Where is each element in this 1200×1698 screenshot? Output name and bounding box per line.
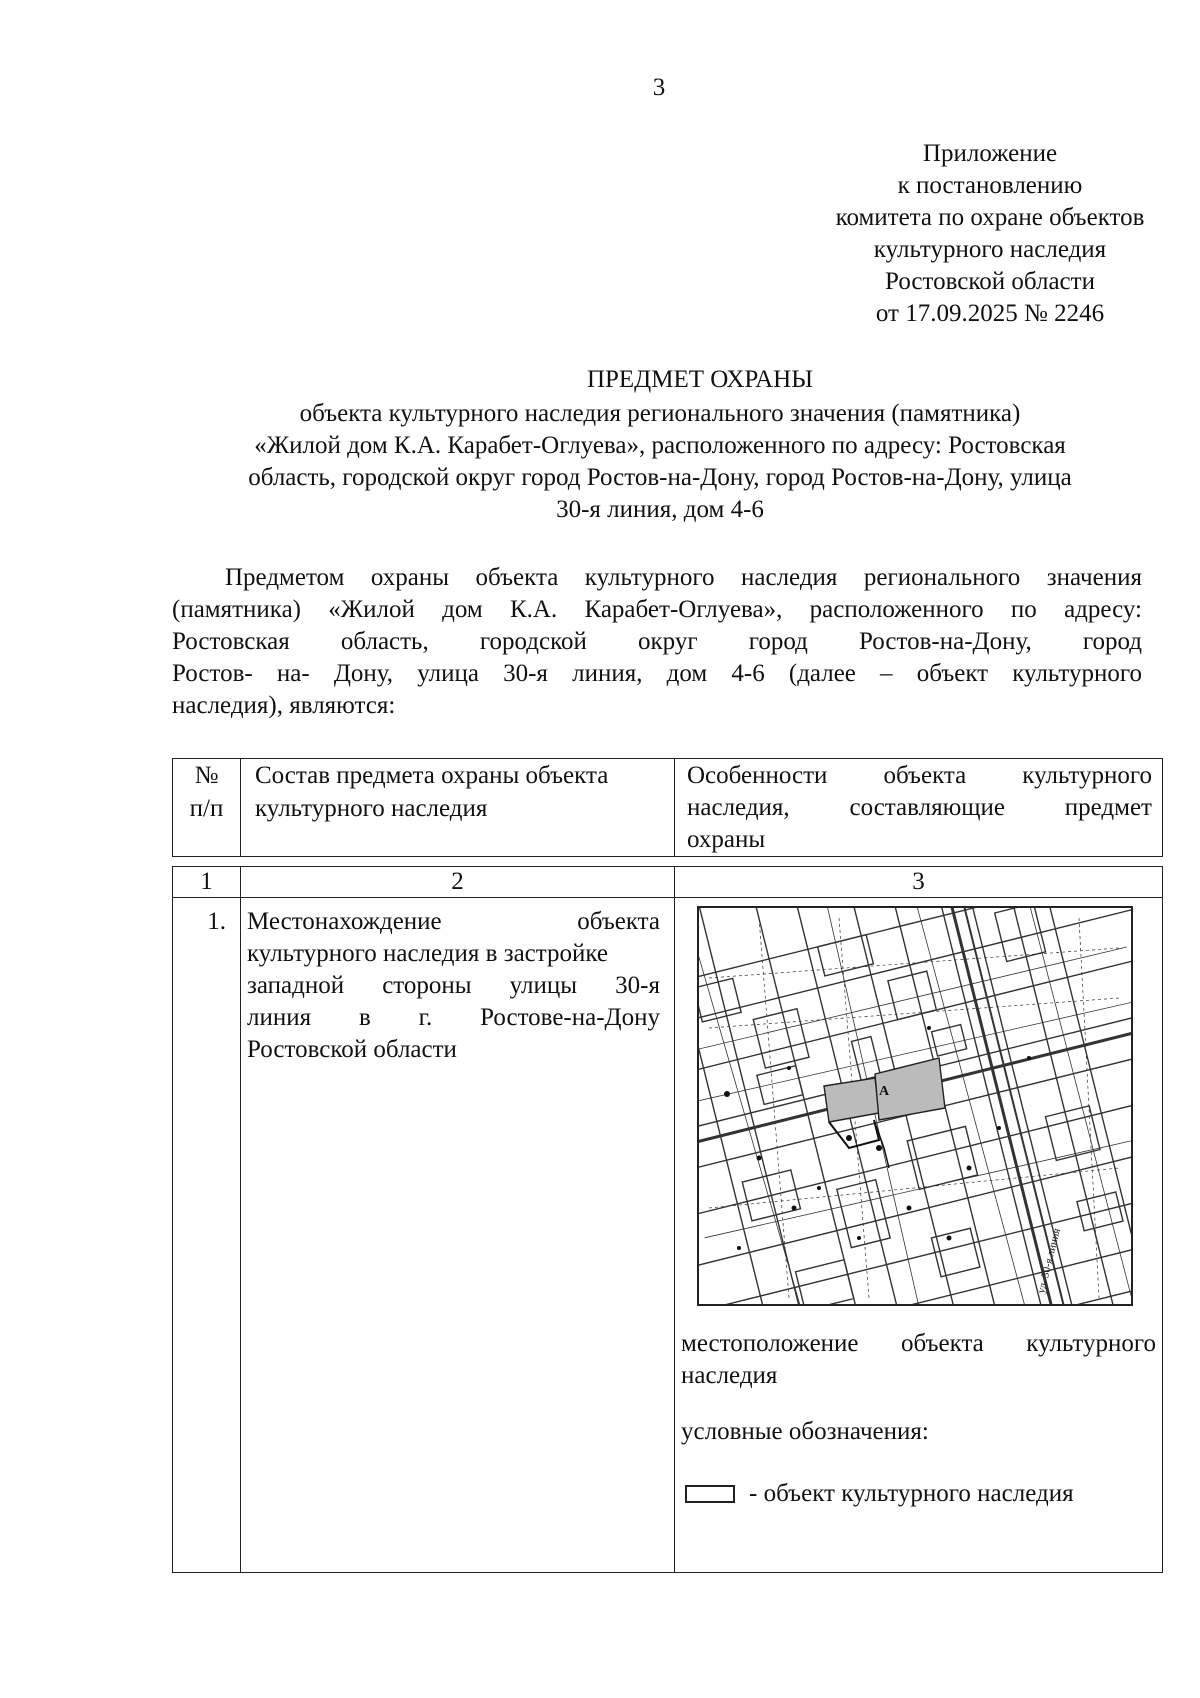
appendix-line: к постановлению [897,172,1083,199]
header-text: Особенности объекта культурного [687,762,1152,789]
intro-line: Ростов- на- Дону, улица 30-я линия, дом 4-6 (далее – объект культурного [172,660,1142,687]
column-number: 2 [241,867,675,898]
subtitle-line: «Жилой дом К.А. Карабет-Оглуева», расположенного по адресу: Ростовская [254,432,1066,459]
intro-line: Ростовская область, городской округ город Ростов-на-Дону, город [172,628,1142,655]
map-street-label: ул. 30-я линия [1035,1227,1064,1295]
header-text: п/п [189,795,224,822]
column-number-row [173,867,1163,898]
row-number: 1. [207,908,226,935]
header-text: наследия, составляющие предмет [687,794,1152,821]
map-drawing [699,908,1131,1304]
intro-line: наследия), являются: [172,692,396,719]
table-row [173,898,1163,1573]
legend-title: условные обозначения: [681,1418,929,1445]
header-cell-composition [241,759,675,857]
intro-paragraph [172,562,1142,722]
header-text: № [194,762,219,789]
location-map [697,906,1133,1306]
legend-swatch [685,1485,735,1503]
page-number: 3 [652,74,666,101]
appendix-line: культурного наследия [873,236,1107,263]
intro-line: (памятника) «Жилой дом К.А. Карабет-Оглуева», расположенного по адресу: [172,596,1142,623]
document-title: ПРЕДМЕТ ОХРАНЫ [586,366,814,393]
subtitle-line: 30-я линия, дом 4-6 [556,496,764,523]
appendix-line: Приложение [922,140,1058,167]
protection-table [172,866,1163,1573]
legend-item-label: - объект культурного наследия [749,1480,1074,1507]
features-cell [675,898,1163,1573]
column-number: 3 [675,867,1163,898]
appendix-block [740,138,1200,330]
composition-cell [241,898,675,1573]
header-text: культурного наследия [255,795,488,822]
legend-item [675,1448,1162,1510]
composition-line: Местонахождение объекта [247,908,660,935]
appendix-line: Ростовской области [885,268,1095,295]
subtitle-line: объекта культурного наследия регионального значения (памятника) [299,400,1021,427]
header-text: охраны [687,826,766,853]
row-number-cell [173,898,241,1573]
header-text: Состав предмета охраны объекта [255,762,609,789]
table-header [172,758,1163,857]
heritage-object-area [824,1078,879,1122]
caption-line: местоположение объекта культурного [681,1330,1156,1357]
subtitle-line: область, городской округ город Ростов-на-Дону, город Ростов-на-Дону, улица [248,464,1072,491]
map-caption [675,1306,1162,1392]
document-subtitle [170,398,1150,526]
intro-line: Предметом охраны объекта культурного наследия регионального значения [225,564,1142,591]
appendix-line: от 17.09.2025 № 2246 [875,300,1105,327]
composition-line: культурного наследия в застройке [247,940,608,967]
composition-text [241,898,674,1066]
caption-line: наследия [681,1362,778,1389]
composition-line: западной стороны улицы 30-я [247,972,660,999]
map-object-label: А [879,1084,890,1099]
header-cell-features [675,759,1163,857]
appendix-line: комитета по охране объектов [835,204,1145,231]
composition-line: линия в г. Ростове-на-Дону [247,1004,660,1031]
composition-line: Ростовской области [247,1036,457,1063]
column-number: 1 [173,867,241,898]
header-cell-number [173,759,241,857]
